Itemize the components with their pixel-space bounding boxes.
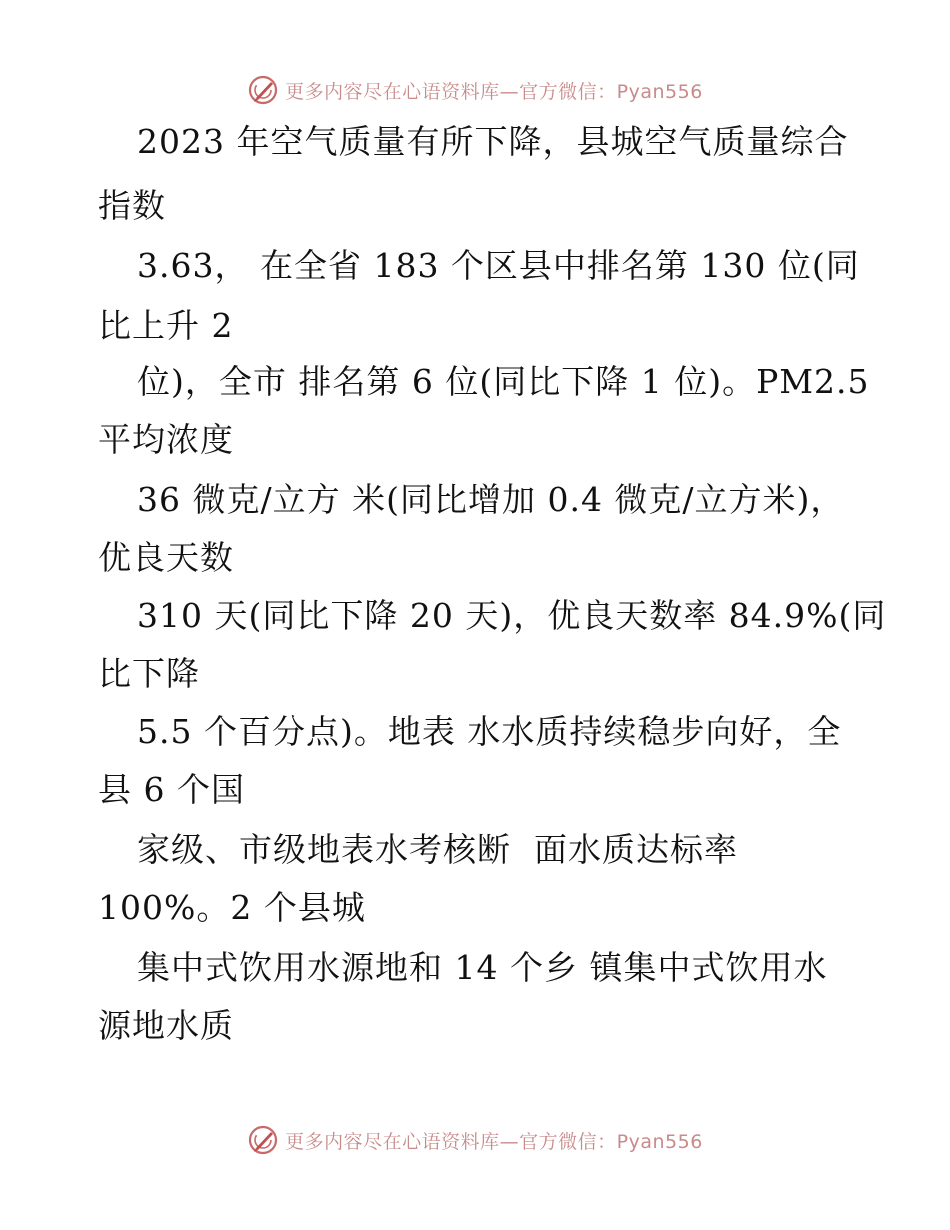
text-line: 指数 [98,186,166,225]
text-line: 100%。2 个县城 [98,888,366,927]
text-line: 比上升 2 [98,306,234,345]
pen-logo-icon [247,74,279,106]
text-line: 3.63， 在全省 183 个区县中排名第 130 位(同 [137,246,860,285]
text-line: 集中式饮用水源地和 14 个乡 镇集中式饮用水 [137,948,828,987]
text-line: 家级、市级地表水考核断 面水质达标率 [137,830,738,869]
text-line: 310 天(同比下降 20 天)，优良天数率 84.9%(同 [137,596,887,635]
text-line: 5.5 个百分点)。地表 水水质持续稳步向好，全 [137,712,842,751]
text-line: 36 微克/立方 米(同比增加 0.4 微克/立方米)， [137,480,845,519]
text-line: 2023 年空气质量有所下降，县城空气质量综合 [137,122,849,161]
text-line: 平均浓度 [98,420,234,459]
watermark-banner-top [0,70,950,110]
text-line: 优良天数 [98,538,234,577]
text-line: 县 6 个国 [98,770,245,809]
watermark-text: 更多内容尽在心语资料库—官方微信：Pyan556 [285,80,703,103]
pen-logo-icon [247,1124,279,1156]
text-line: 比下降 [98,654,200,693]
watermark-text: 更多内容尽在心语资料库—官方微信：Pyan556 [285,1130,703,1153]
watermark-banner-bottom [0,1120,950,1160]
text-line: 源地水质 [98,1006,234,1045]
text-line: 位)，全市 排名第 6 位(同比下降 1 位)。PM2.5 [137,362,870,401]
